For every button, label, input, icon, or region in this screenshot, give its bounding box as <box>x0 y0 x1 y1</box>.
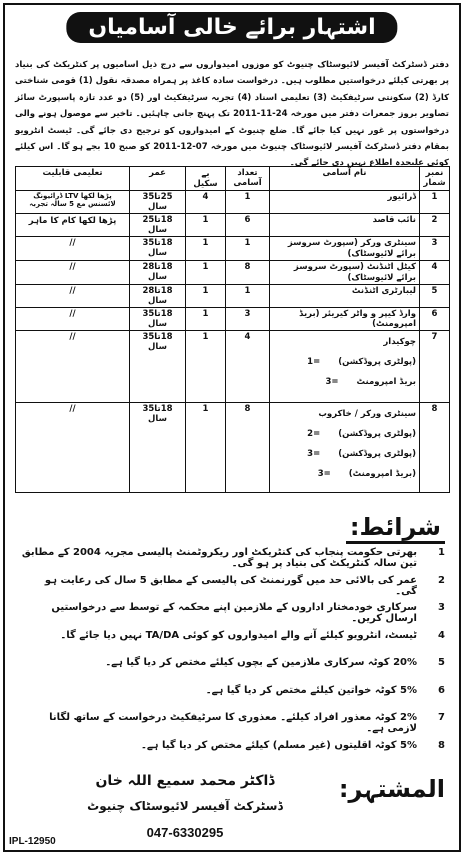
table-row <box>16 285 450 308</box>
cell-qualification: // <box>16 261 130 285</box>
conditions-heading: شرائط: <box>346 513 445 544</box>
conditions-heading-wrap <box>346 513 445 544</box>
cell-scale: 1 <box>186 237 226 261</box>
cell-scale: 1 <box>186 308 226 331</box>
post-sub-item: (پولٹری پروڈکشن)=3 <box>307 449 416 459</box>
table-row <box>16 214 450 237</box>
cell-serial: 3 <box>420 237 450 261</box>
cell-count: 4 <box>226 331 270 403</box>
condition-number: 2 <box>438 574 445 586</box>
table-row <box>16 403 450 493</box>
table-row <box>16 308 450 331</box>
cell-qualification: // <box>16 285 130 308</box>
cell-scale: 1 <box>186 285 226 308</box>
reference-number: IPL-12950 <box>9 836 56 847</box>
table-row <box>16 261 450 285</box>
condition-number: 6 <box>438 684 445 696</box>
cell-scale: 4 <box>186 191 226 214</box>
cell-age: 18تا25 سال <box>130 214 186 237</box>
post-title: سینٹری ورکر / خاکروب <box>318 409 416 419</box>
cell-age: 18تا28 سال <box>130 285 186 308</box>
advertisement-page <box>3 3 461 852</box>
cell-post: ڈرائیور <box>270 191 420 214</box>
advertiser-office: ڈسٹرکٹ آفیسر لائیوسٹاک چنیوٹ <box>87 799 283 813</box>
condition-number: 4 <box>438 629 445 641</box>
list-item <box>21 575 445 603</box>
condition-text: 20% کوٹہ سرکاری ملازمین کے بچوں کیلئے مختص کر دیا گیا ہے۔ <box>105 657 417 668</box>
cell-serial: 2 <box>420 214 450 237</box>
post-sub-item: (بریڈ امپرومنٹ)=3 <box>317 469 416 479</box>
cell-age: 18تا35 سال <box>130 237 186 261</box>
cell-serial: 6 <box>420 308 450 331</box>
cell-serial: 7 <box>420 331 450 403</box>
advertiser-name: ڈاکٹر محمد سمیع اللہ خان <box>95 773 275 789</box>
list-item <box>21 712 445 740</box>
cell-post <box>270 403 420 493</box>
post-title: چوکیدار <box>383 337 416 347</box>
cell-qualification: // <box>16 237 130 261</box>
cell-count: 6 <box>226 214 270 237</box>
condition-text: سرکاری خودمختار اداروں کے ملازمین اپنے محکمہ کے توسط سے درخواستیں ارسال کریں۔ <box>51 602 417 624</box>
intro-paragraph: دفتر ڈسٹرکٹ آفیسر لائیوسٹاک چنیوٹ کو موزوں امیدواروں سے درج ذیل اسامیوں پر کنٹریکٹ کی بنیاد پر بھرتی کیلئے درخواستیں مطلوب ہیں۔ درخواست سادہ کاغذ پر ہمراہ مصدقہ نقول (1) قومی شناختی کارڈ (2) سکونتی سرٹیفکیٹ (3) تعلیمی اسناد (4) تجربہ سرٹیفکیٹ اور (5) دو عدد تازہ پاسپورٹ سائز تصاویر بروز جمعرات دفتر میں مورخہ 24-11-2011 تک پہنچ جانی چاہئیں۔ تاخیر سے موصول ہونے والی درخواستوں پر غور نہیں کیا جائے گا۔ ضلع چنیوٹ کے امیدواروں کو ترجیح دی جائے گی۔ ٹیسٹ انٹرویو بمقام دفتر ڈسٹرکٹ آفیسر لائیوسٹاک چنیوٹ میں مورخہ 07-12-2011 کو صبح 10 بجے ہو گا۔ اس کیلئے کوئی علیحدہ اطلاع نہیں دی جائے گی۔ <box>15 60 450 169</box>
condition-text: بھرتی حکومت پنجاب کی کنٹریکٹ اور ریکروٹمنٹ پالیسی مجریہ 2004 کے مطابق تین سالہ کنٹریکٹ کی بنیاد پر ہو گی۔ <box>21 547 417 569</box>
header-post: نام آسامی <box>270 167 420 191</box>
header-serial: نمبر شمار <box>420 167 450 191</box>
cell-count: 8 <box>226 261 270 285</box>
cell-count: 1 <box>226 285 270 308</box>
post-sub-item: (پولٹری پروڈکشن)=1 <box>307 357 416 367</box>
cell-post: نائب قاصد <box>270 214 420 237</box>
condition-number: 1 <box>438 547 445 558</box>
condition-text: 5% کوٹہ اقلیتوں (غیر مسلم) کیلئے مختص کر دیا گیا ہے۔ <box>140 739 417 751</box>
cell-count: 3 <box>226 308 270 331</box>
header-qualification: تعلیمی قابلیت <box>16 167 130 191</box>
cell-count: 8 <box>226 403 270 493</box>
vacancies-table <box>15 166 450 493</box>
table-row <box>16 331 450 403</box>
list-item <box>21 602 445 630</box>
condition-number: 8 <box>438 739 445 751</box>
cell-age: 18تا28 سال <box>130 261 186 285</box>
cell-serial: 4 <box>420 261 450 285</box>
cell-count: 1 <box>226 237 270 261</box>
cell-age: 18تا35 سال <box>130 403 186 493</box>
table-row <box>16 237 450 261</box>
list-item <box>21 685 445 713</box>
condition-text: ٹیسٹ، انٹرویو کیلئے آنے والے امیدواروں کو کوئی TA/DA نہیں دیا جائے گا۔ <box>60 629 417 641</box>
conditions-list <box>21 547 445 767</box>
cell-post: وارڈ کیپر و واٹر کیریئر (بریڈ امپرومنٹ) <box>270 308 420 331</box>
post-sub-item: بریڈ امپرومنٹ=3 <box>325 377 416 387</box>
cell-serial: 1 <box>420 191 450 214</box>
list-item <box>21 657 445 685</box>
condition-number: 7 <box>438 712 445 723</box>
cell-scale: 1 <box>186 214 226 237</box>
cell-scale: 1 <box>186 331 226 403</box>
advertiser-label: المشتہر: <box>338 775 445 803</box>
cell-qualification: پڑھا لکھا کام کا ماہر <box>16 214 130 237</box>
cell-qualification: // <box>16 403 130 493</box>
condition-text: 5% کوٹہ خواتین کیلئے مختص کر دیا گیا ہے۔ <box>205 684 417 696</box>
phone-number: 047-6330295 <box>146 825 224 840</box>
cell-post <box>270 331 420 403</box>
cell-age: 18تا35 سال <box>130 308 186 331</box>
condition-number: 3 <box>438 602 445 613</box>
table-row <box>16 191 450 214</box>
cell-post: سینٹری ورکر (سپورٹ سروسز برائے لائیوسٹاک) <box>270 237 420 261</box>
title-banner <box>66 12 397 43</box>
cell-scale: 1 <box>186 403 226 493</box>
cell-age: 18تا35 سال <box>130 331 186 403</box>
header-age: عمر <box>130 167 186 191</box>
cell-qualification: // <box>16 331 130 403</box>
condition-text: عمر کی بالائی حد میں گورنمنٹ کی پالیسی کے مطابق 5 سال کی رعایت ہو گی۔ <box>44 574 417 597</box>
cell-qualification: پڑھا لکھا LTV ڈرائیونگ لائسنس مع 5 سالہ تجربہ <box>16 191 130 214</box>
cell-age: 25تا35 سال <box>130 191 186 214</box>
condition-text: 2% کوٹہ معذور افراد کیلئے۔ معذوری کا سرٹیفکیٹ درخواست کے ساتھ لگانا لازمی ہے۔ <box>49 712 417 734</box>
page-title: اشتہار برائے خالی آسامیاں <box>66 12 397 43</box>
post-sub-item: (پولٹری پروڈکشن)=2 <box>307 429 416 439</box>
cell-serial: 5 <box>420 285 450 308</box>
list-item <box>21 547 445 575</box>
cell-scale: 1 <box>186 261 226 285</box>
condition-number: 5 <box>438 657 445 668</box>
cell-serial: 8 <box>420 403 450 493</box>
cell-count: 1 <box>226 191 270 214</box>
header-scale: بے سکیل <box>186 167 226 191</box>
list-item <box>21 740 445 768</box>
table-header-row <box>16 167 450 191</box>
cell-qualification: // <box>16 308 130 331</box>
cell-post: لیبارٹری اٹنڈنٹ <box>270 285 420 308</box>
cell-post: کیٹل اٹنڈنٹ (سپورٹ سروسز برائے لائیوسٹاک) <box>270 261 420 285</box>
header-count: تعداد آسامی <box>226 167 270 191</box>
list-item <box>21 630 445 658</box>
